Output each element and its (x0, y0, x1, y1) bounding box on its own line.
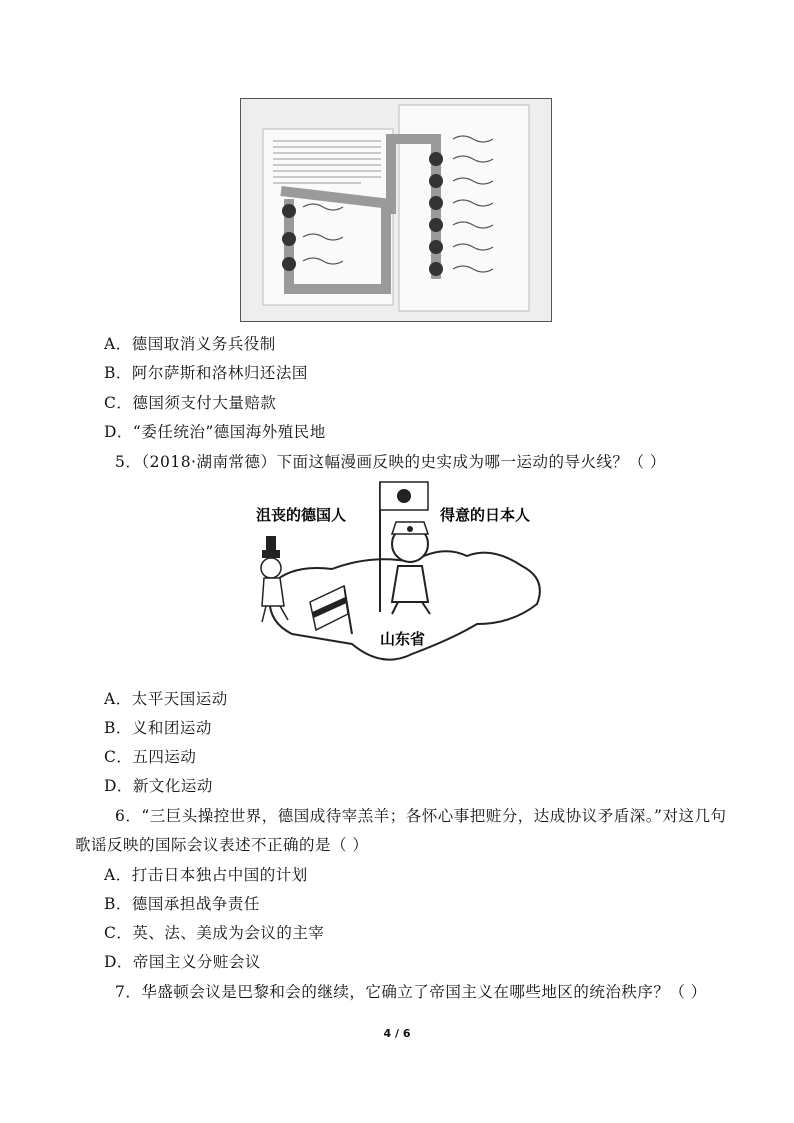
cartoon-label-shandong: 山东省 (380, 630, 426, 648)
q6-option-d: D．帝国主义分赃会议 (104, 953, 261, 971)
q5-option-a: A．太平天国运动 (104, 690, 228, 708)
q4-option-b: B．阿尔萨斯和洛林归还法国 (104, 364, 308, 382)
q4-option-a: A．德国取消义务兵役制 (104, 335, 276, 353)
q6-option-c: C．英、法、美成为会议的主宰 (104, 924, 325, 942)
shandong-cartoon (252, 474, 552, 678)
q5-stem: 5．（2018·湖南常德）下面这幅漫画反映的史实成为哪一运动的导火线？（ ） (115, 453, 666, 471)
q6-option-b: B．德国承担战争责任 (104, 895, 260, 913)
q6-stem-line1: 6．“三巨头操控世界，德国成待宰羔羊；各怀心事把赃分，达成协议矛盾深。”对这几句 (115, 807, 727, 825)
q7-stem: 7．华盛顿会议是巴黎和会的继续，它确立了帝国主义在哪些地区的统治秩序？（ ） (115, 983, 707, 1001)
treaty-document-photo (240, 98, 552, 322)
cartoon-label-german: 沮丧的德国人 (256, 506, 347, 524)
q6-stem-line2: 歌谣反映的国际会议表述不正确的是（ ） (75, 836, 369, 854)
cartoon-drawing (252, 474, 552, 678)
q6-option-a: A．打击日本独占中国的计划 (104, 866, 308, 884)
q5-option-d: D．新文化运动 (104, 777, 213, 795)
page-number: 4 / 6 (383, 1027, 411, 1040)
cartoon-label-japanese: 得意的日本人 (440, 506, 531, 524)
q4-option-c: C．德国须支付大量赔款 (104, 394, 277, 412)
q5-option-b: B．义和团运动 (104, 719, 212, 737)
q4-option-d: D．“委任统治”德国海外殖民地 (104, 423, 326, 441)
treaty-photo-drawing (241, 99, 551, 321)
q5-option-c: C．五四运动 (104, 748, 197, 766)
